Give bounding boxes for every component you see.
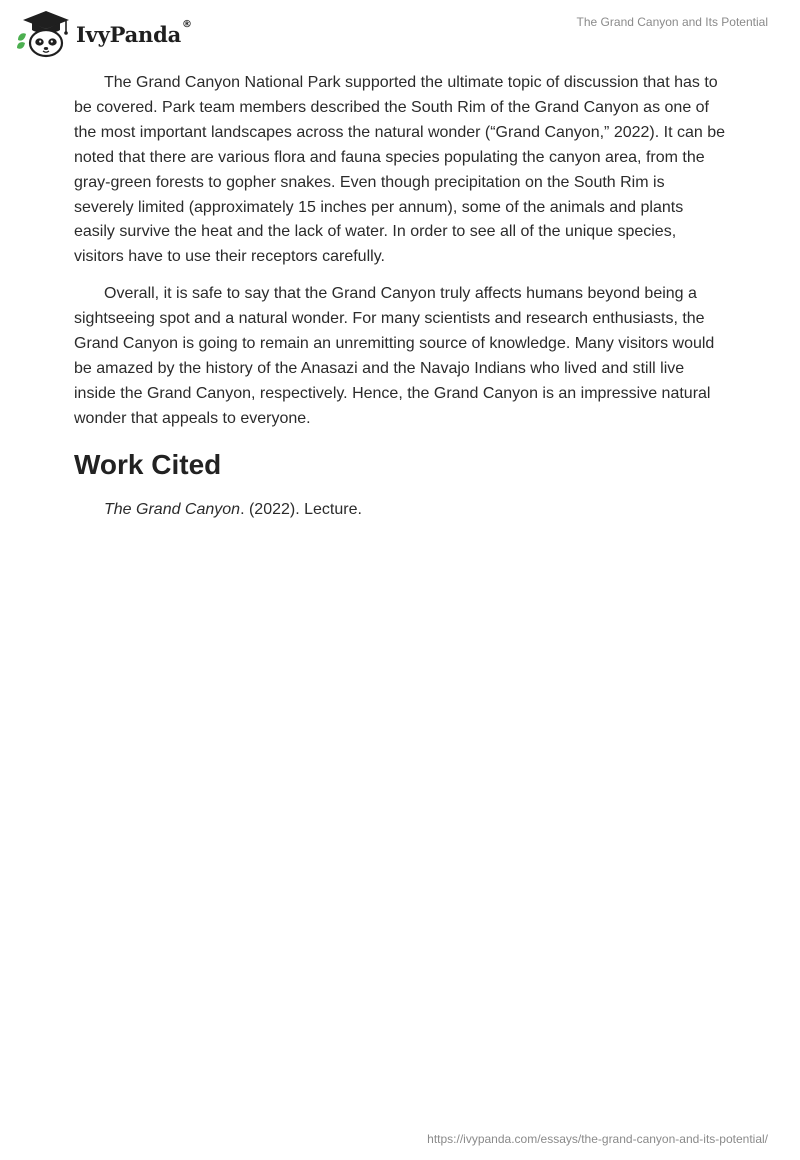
panda-graduation-cap-icon bbox=[14, 8, 72, 58]
document-title: The Grand Canyon and Its Potential bbox=[576, 15, 768, 29]
citation-entry bbox=[74, 498, 728, 522]
registered-mark: ® bbox=[182, 18, 192, 30]
source-url[interactable]: https://ivypanda.com/essays/the-grand-canyon-and-its-potential/ bbox=[427, 1132, 768, 1146]
body-paragraph: The Grand Canyon National Park supported the ultimate topic of discussion that has to be covered. Park team members described the South Rim of the Grand Canyon as one of the most important landscapes across the natural wonder (“Grand Canyon,” 2022). It can be noted that there are various flora and fauna species populating the canyon area, from the gray-green forests to gopher snakes. Even though precipitation on the South Rim is severely limited (approximately 15 inches per annum), some of the animals and plants easily survive the heat and the lack of water. In order to see all of the unique species, visitors have to use their receptors carefully. bbox=[74, 74, 726, 266]
brand-logo[interactable] bbox=[14, 8, 192, 58]
citation-title: The Grand Canyon bbox=[104, 500, 241, 518]
body-paragraph: Overall, it is safe to say that the Grand Canyon truly affects humans beyond being a sightseeing spot and a natural wonder. For many scientists and research enthusiasts, the Grand Canyon is going to remain an unremitting source of knowledge. Many visitors would be amazed by the history of the Anasazi and the Navajo Indians who lived and still live inside the Grand Canyon, respectively. Hence, the Grand Canyon is an impressive natural wonder that appeals to everyone. bbox=[74, 285, 715, 427]
page-header bbox=[0, 0, 800, 64]
essay-content bbox=[74, 71, 728, 522]
brand-name: IvyPanda® bbox=[76, 18, 192, 47]
citation-details: . (2022). Lecture. bbox=[240, 500, 362, 518]
works-cited-heading: Work Cited bbox=[74, 448, 222, 480]
